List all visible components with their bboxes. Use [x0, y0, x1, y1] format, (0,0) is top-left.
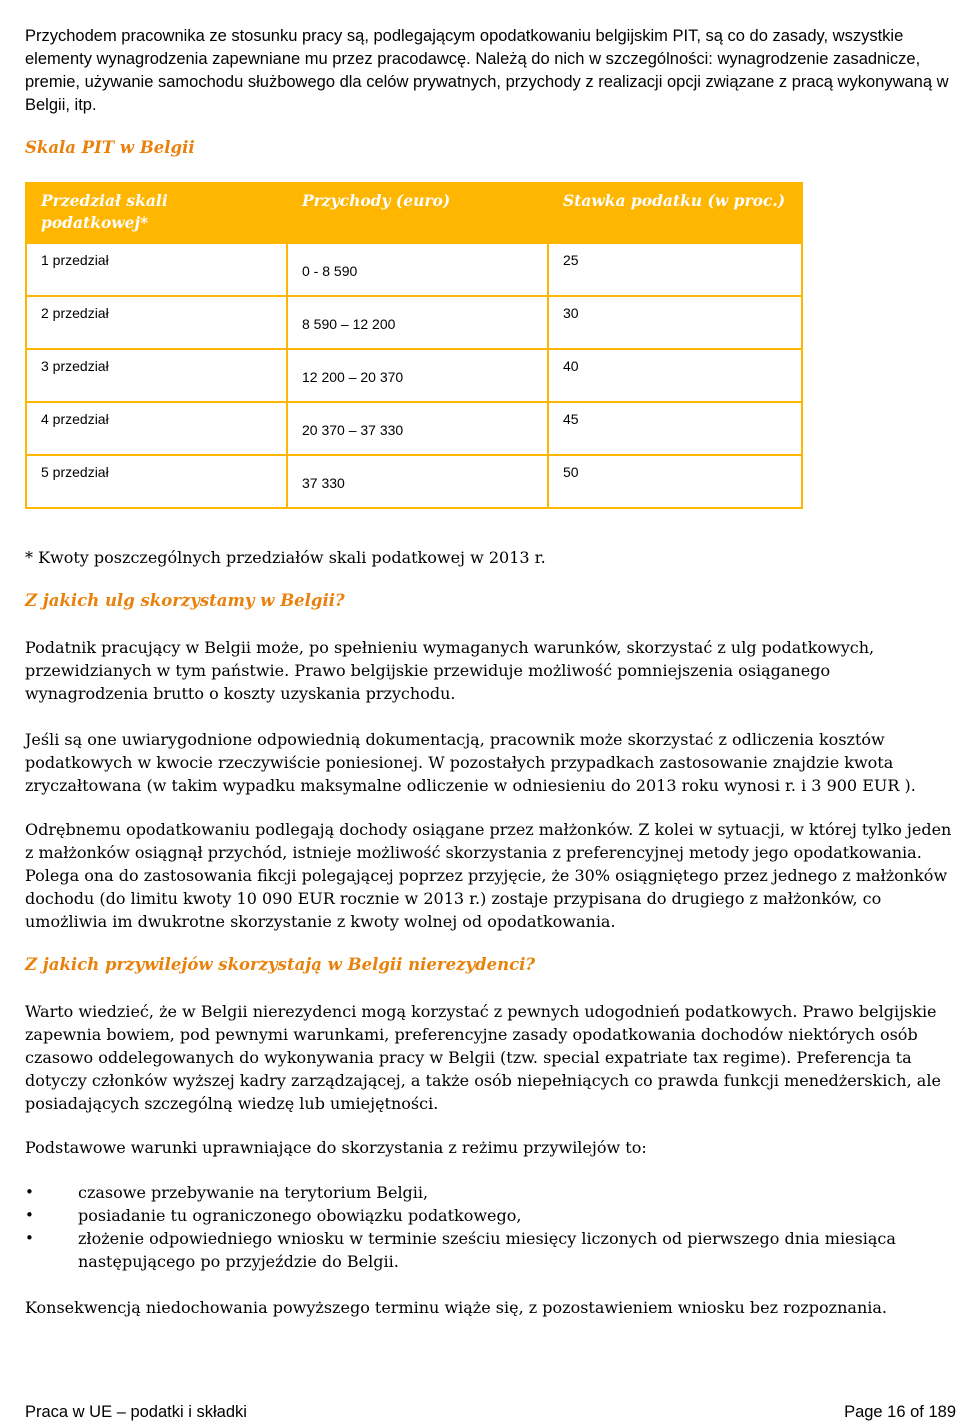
bracket-cell: 4 przedział	[41, 411, 109, 427]
rate-cell: 30	[563, 305, 579, 321]
list-item: • złożenie odpowiedniego wniosku w terminie sześciu miesięcy liczonych od pierwszego dnia miesiąca następującego po przyjeździe do Belgii.	[25, 1227, 925, 1273]
header-rate: Stawka podatku (w proc.)	[548, 183, 802, 243]
bracket-cell: 5 przedział	[41, 464, 109, 480]
reliefs-paragraph-2: Jeśli są one uwiarygodnione odpowiednią dokumentacją, pracownik może skorzystać z odliczenia kosztów podatkowych w kwocie rzeczywiście poniesionej. W pozostałych przypadkach zastosowanie znajdzie kwota zryczałtowana (w takim wypadku maksymalne odliczenie w odniesieniu do 2013 roku wynosi r. i 3 900 EUR ).	[25, 730, 916, 795]
section-title-reliefs: Z jakich ulg skorzystamy w Belgii?	[25, 591, 345, 610]
section-title-nonresidents: Z jakich przywilejów skorzystają w Belgii nierezydenci?	[25, 955, 536, 974]
table-header-row	[26, 183, 802, 243]
header-income: Przychody (euro)	[287, 183, 548, 243]
income-cell: 20 370 – 37 330	[302, 422, 404, 438]
rate-cell: 40	[563, 358, 579, 374]
income-cell: 37 330	[302, 475, 345, 491]
bracket-cell: 1 przedział	[41, 252, 109, 268]
table-row	[26, 349, 802, 402]
table-row	[26, 296, 802, 349]
income-cell: 12 200 – 20 370	[302, 369, 404, 385]
section-title-pit-scale: Skala PIT w Belgii	[25, 138, 195, 157]
conditions-intro: Podstawowe warunki uprawniające do skorzystania z reżimu przywilejów to:	[25, 1138, 647, 1157]
intro-paragraph: Przychodem pracownika ze stosunku pracy są, podlegającym opodatkowaniu belgijskim PIT, są co do zasady, wszystkie elementy wynagrodzenia zapewniane mu przez pracodawcę. Należą do nich w szczególności: wynagrodzenie zasadnicze, premie, używanie samochodu służbowego dla celów prywatnych, przychody z realizacji opcji związane z pracą wykonywaną w Belgii, itp.	[25, 27, 949, 114]
rate-cell: 45	[563, 411, 579, 427]
table-row	[26, 455, 802, 508]
reliefs-paragraph-3: Odrębnemu opodatkowaniu podlegają dochody osiągane przez małżonków. Z kolei w sytuacji, w której tylko jeden z małżonków osiągnął przychód, istnieje możliwość skorzystania z preferencyjnej metody jego opodatkowania. Polega ona do zastosowania fikcji polegającej poprzez przyjęcie, że 30% osiągniętego przez jednego z małżonków dochodu (do limitu kwoty 10 090 EUR rocznie w 2013 r.) zostaje przypisana do drugiego z małżonków, co umożliwia im dwukrotne skorzystanie z kwoty wolnej od opodatkowania.	[25, 820, 952, 931]
table-row	[26, 402, 802, 455]
table-footnote: * Kwoty poszczególnych przedziałów skali podatkowej w 2013 r.	[25, 548, 546, 567]
page-number: Page 16 of 189	[844, 1403, 956, 1421]
pit-scale-table	[25, 182, 803, 509]
list-item: • czasowe przebywanie na terytorium Belgii,	[25, 1181, 925, 1204]
rate-cell: 25	[563, 252, 579, 268]
rate-cell: 50	[563, 464, 579, 480]
income-cell: 8 590 – 12 200	[302, 316, 396, 332]
conditions-list	[25, 1181, 925, 1273]
bracket-cell: 2 przedział	[41, 305, 109, 321]
bracket-cell: 3 przedział	[41, 358, 109, 374]
nonresidents-paragraph-1: Warto wiedzieć, że w Belgii nierezydenci mogą korzystać z pewnych udogodnień podatkowych. Prawo belgijskie zapewnia bowiem, pod pewnymi warunkami, preferencyjne zasady opodatkowania dochodów niektórych osób czasowo oddelegowanych do wykonywania pracy w Belgii (tzw. special expatriate tax regime). Preferencja ta dotyczy członków wyższej kadry zarządzającej, a także osób niepełniących co prawda funkcji menedżerskich, ale posiadających szczególną wiedzę lub umiejętności.	[25, 1002, 941, 1113]
table-row	[26, 243, 802, 296]
header-bracket: Przedział skali podatkowej*	[26, 183, 287, 243]
consequence-paragraph: Konsekwencją niedochowania powyższego terminu wiąże się, z pozostawieniem wniosku bez rozpoznania.	[25, 1298, 887, 1317]
list-item: • posiadanie tu ograniczonego obowiązku podatkowego,	[25, 1204, 925, 1227]
footer-title: Praca w UE – podatki i składki	[25, 1403, 247, 1421]
reliefs-paragraph-1: Podatnik pracujący w Belgii może, po spełnieniu wymaganych warunków, skorzystać z ulg podatkowych, przewidzianych w tym państwie. Prawo belgijskie przewiduje możliwość pomniejszenia osiąganego wynagrodzenia brutto o koszty uzyskania przychodu.	[25, 638, 875, 703]
income-cell: 0 - 8 590	[302, 263, 358, 279]
